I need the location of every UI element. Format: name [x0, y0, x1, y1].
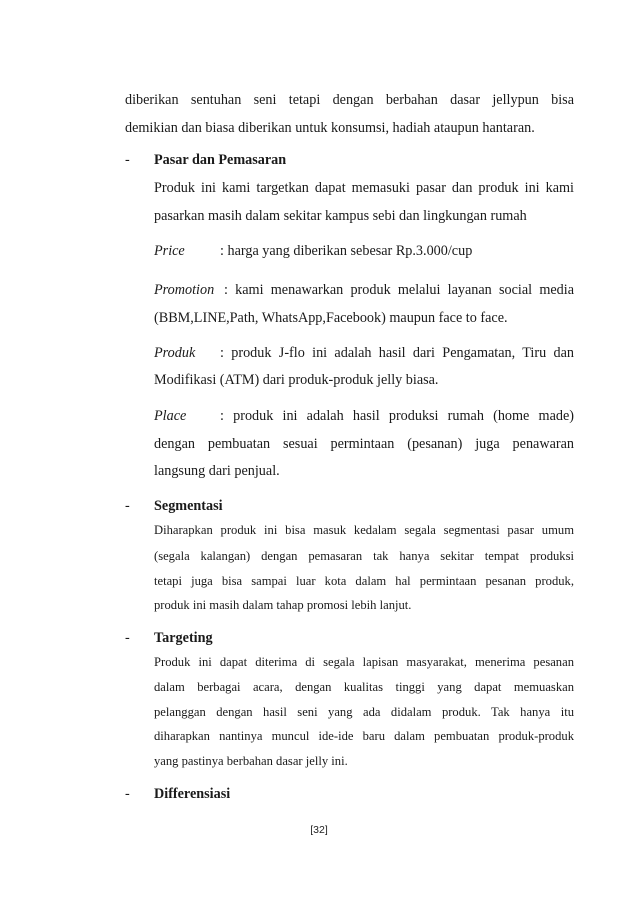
promotion-line-2: (BBM,LINE,Path, WhatsApp,Facebook) maupun face to face.: [154, 310, 508, 326]
intro-line-2: demikian dan biasa diberikan untuk konsumsi, hadiah ataupun hantaran.: [125, 120, 535, 136]
heading-targeting: Targeting: [154, 630, 213, 646]
bullet-differensiasi: -: [125, 786, 130, 802]
targeting-line-1: Produk ini dapat diterima di segala lapisan masyarakat, menerima pesanan: [154, 655, 574, 669]
place-label: Place: [154, 408, 187, 424]
place-line-2: dengan pembuatan sesuai permintaan (pesanan) juga penawaran: [154, 436, 574, 452]
heading-differensiasi: Differensiasi: [154, 786, 231, 802]
page-number: [32]: [310, 824, 328, 836]
intro-line-1: diberikan sentuhan seni tetapi dengan berbahan dasar jellypun bisa: [125, 92, 574, 108]
promotion-line-1: : kami menawarkan produk melalui layanan social media: [224, 282, 574, 298]
targeting-line-5: yang pastinya berbahan dasar jelly ini.: [154, 754, 348, 768]
bullet-pasar: -: [125, 152, 130, 168]
promotion-label: Promotion: [154, 282, 215, 298]
segmentasi-line-3: tetapi juga bisa sampai luar kota dalam hal permintaan pesanan produk,: [154, 574, 574, 588]
segmentasi-line-1: Diharapkan produk ini bisa masuk kedalam segala segmentasi pasar umum: [154, 523, 574, 537]
targeting-line-2: dalam berbagai acara, dengan kualitas tinggi yang dapat memuaskan: [154, 680, 574, 694]
targeting-line-3: pelanggan dengan hasil seni yang ada didalam produk. Tak hanya itu: [154, 705, 574, 719]
targeting-line-4: diharapkan nantinya muncul ide-ide baru dalam pembuatan produk-produk: [154, 729, 574, 743]
heading-segmentasi: Segmentasi: [154, 498, 223, 514]
segmentasi-line-2: (segala kalangan) dengan pemasaran tak hanya sekitar tempat produksi: [154, 549, 574, 563]
price-label: Price: [154, 243, 185, 259]
produk-line-1: : produk J-flo ini adalah hasil dari Pengamatan, Tiru dan: [220, 345, 574, 361]
bullet-targeting: -: [125, 630, 130, 646]
produk-line-2: Modifikasi (ATM) dari produk-produk jelly biasa.: [154, 372, 439, 388]
price-text: : harga yang diberikan sebesar Rp.3.000/cup: [220, 243, 473, 259]
segmentasi-line-4: produk ini masih dalam tahap promosi lebih lanjut.: [154, 598, 412, 612]
heading-pasar: Pasar dan Pemasaran: [154, 152, 287, 168]
pasar-line-1: Produk ini kami targetkan dapat memasuki pasar dan produk ini kami: [154, 180, 574, 196]
bullet-segmentasi: -: [125, 498, 130, 514]
pasar-line-2: pasarkan masih dalam sekitar kampus sebi dan lingkungan rumah: [154, 208, 527, 224]
place-line-1: : produk ini adalah hasil produksi rumah (home made): [220, 408, 574, 424]
place-line-3: langsung dari penjual.: [154, 463, 280, 479]
produk-label: Produk: [154, 345, 196, 361]
